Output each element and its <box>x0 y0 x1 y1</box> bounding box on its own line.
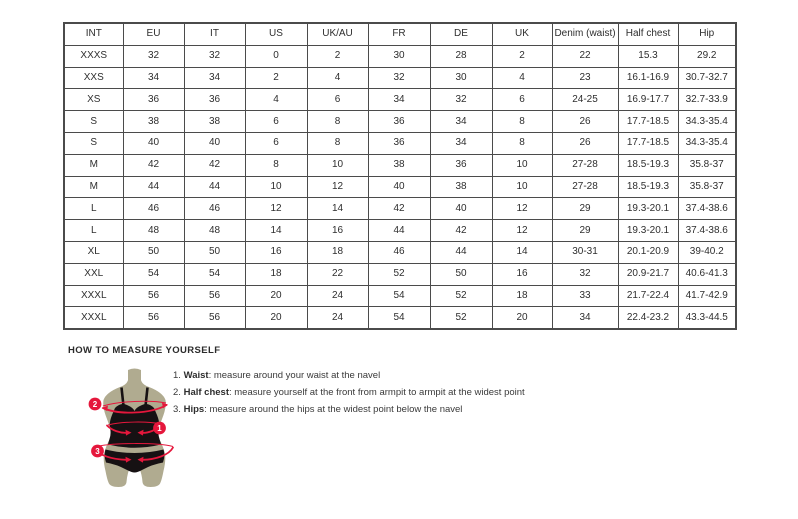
size-cell: L <box>64 220 123 242</box>
size-cell: 17.7-18.5 <box>618 132 678 154</box>
size-cell: 22 <box>552 45 618 67</box>
size-cell: 34 <box>368 89 430 111</box>
size-cell: 24 <box>307 285 368 307</box>
measurement-figure <box>82 368 187 490</box>
hips-badge-number: 3 <box>95 447 100 456</box>
size-cell: 18 <box>245 263 307 285</box>
size-cell: 8 <box>245 154 307 176</box>
size-cell: 38 <box>368 154 430 176</box>
chest-badge-number: 2 <box>92 400 98 409</box>
size-cell: 20.1-20.9 <box>618 241 678 263</box>
size-cell: 16.9-17.7 <box>618 89 678 111</box>
size-cell: 32 <box>123 45 184 67</box>
step-number: 2. <box>173 387 181 398</box>
size-cell: 32.7-33.9 <box>678 89 736 111</box>
table-row <box>64 198 736 220</box>
size-cell: 8 <box>307 132 368 154</box>
size-cell: 48 <box>184 220 245 242</box>
size-cell: 18.5-19.3 <box>618 176 678 198</box>
size-cell: 14 <box>492 241 552 263</box>
waist-badge-number: 1 <box>157 424 162 433</box>
table-row <box>64 89 736 111</box>
size-cell: 29 <box>552 220 618 242</box>
column-header: UK/AU <box>307 23 368 45</box>
size-cell: 39-40.2 <box>678 241 736 263</box>
size-cell: 28 <box>430 45 492 67</box>
size-cell: 56 <box>123 285 184 307</box>
size-cell: 56 <box>184 307 245 329</box>
size-cell: 33 <box>552 285 618 307</box>
table-row <box>64 241 736 263</box>
measure-steps <box>173 367 525 418</box>
size-cell: 44 <box>184 176 245 198</box>
table-row <box>64 263 736 285</box>
size-cell: 16 <box>492 263 552 285</box>
size-cell: 34 <box>430 111 492 133</box>
size-cell: 4 <box>307 67 368 89</box>
size-cell: 24-25 <box>552 89 618 111</box>
table-row <box>64 307 736 329</box>
size-cell: 44 <box>430 241 492 263</box>
size-cell: 43.3-44.5 <box>678 307 736 329</box>
size-cell: 10 <box>245 176 307 198</box>
size-cell: 10 <box>492 154 552 176</box>
size-cell: 2 <box>245 67 307 89</box>
step-number: 3. <box>173 404 181 415</box>
size-cell: 32 <box>184 45 245 67</box>
header-row <box>64 23 736 45</box>
size-cell: 12 <box>492 198 552 220</box>
size-chart-body <box>64 45 736 329</box>
step-label: Waist <box>183 370 209 381</box>
table-row <box>64 132 736 154</box>
size-cell: S <box>64 132 123 154</box>
size-cell: 23 <box>552 67 618 89</box>
size-cell: 30-31 <box>552 241 618 263</box>
measure-section-title: HOW TO MEASURE YOURSELF <box>68 345 221 356</box>
table-row <box>64 45 736 67</box>
table-row <box>64 67 736 89</box>
size-cell: XXXL <box>64 307 123 329</box>
size-cell: 32 <box>552 263 618 285</box>
size-cell: 30.7-32.7 <box>678 67 736 89</box>
size-cell: 37.4-38.6 <box>678 220 736 242</box>
size-cell: 34.3-35.4 <box>678 132 736 154</box>
size-cell: 2 <box>492 45 552 67</box>
size-cell: 42 <box>123 154 184 176</box>
size-cell: 46 <box>368 241 430 263</box>
size-cell: 34 <box>184 67 245 89</box>
size-cell: 10 <box>492 176 552 198</box>
size-cell: 38 <box>430 176 492 198</box>
size-cell: 22.4-23.2 <box>618 307 678 329</box>
size-cell: 52 <box>368 263 430 285</box>
size-cell: 54 <box>123 263 184 285</box>
step-label: Hips <box>183 404 205 415</box>
size-cell: 4 <box>245 89 307 111</box>
column-header: Hip <box>678 23 736 45</box>
size-cell: 34 <box>552 307 618 329</box>
size-cell: 48 <box>123 220 184 242</box>
size-cell: 20 <box>492 307 552 329</box>
size-cell: 38 <box>123 111 184 133</box>
size-cell: XXS <box>64 67 123 89</box>
step-number: 1. <box>173 370 181 381</box>
size-cell: 46 <box>184 198 245 220</box>
column-header: US <box>245 23 307 45</box>
size-cell: 54 <box>368 285 430 307</box>
size-cell: 18.5-19.3 <box>618 154 678 176</box>
size-cell: 50 <box>430 263 492 285</box>
measure-step-waist <box>173 367 525 384</box>
size-cell: 4 <box>492 67 552 89</box>
size-cell: 20.9-21.7 <box>618 263 678 285</box>
size-cell: XXXS <box>64 45 123 67</box>
size-cell: 16 <box>245 241 307 263</box>
size-cell: 32 <box>368 67 430 89</box>
size-cell: XXL <box>64 263 123 285</box>
size-cell: 36 <box>368 132 430 154</box>
size-cell: 17.7-18.5 <box>618 111 678 133</box>
size-cell: 40 <box>430 198 492 220</box>
table-row <box>64 111 736 133</box>
size-cell: M <box>64 176 123 198</box>
size-cell: 42 <box>184 154 245 176</box>
size-cell: 32 <box>430 89 492 111</box>
size-cell: 29.2 <box>678 45 736 67</box>
size-cell: 40 <box>184 132 245 154</box>
size-cell: 16 <box>307 220 368 242</box>
size-cell: 14 <box>245 220 307 242</box>
measure-step-half-chest <box>173 384 525 401</box>
size-cell: 8 <box>307 111 368 133</box>
size-cell: 22 <box>307 263 368 285</box>
size-cell: 24 <box>307 307 368 329</box>
size-cell: 44 <box>368 220 430 242</box>
column-header: Denim (waist) <box>552 23 618 45</box>
size-cell: XL <box>64 241 123 263</box>
size-cell: 52 <box>430 285 492 307</box>
size-cell: 36 <box>430 154 492 176</box>
column-header: EU <box>123 23 184 45</box>
size-cell: 40 <box>123 132 184 154</box>
size-chart-table <box>63 22 737 330</box>
size-cell: 38 <box>184 111 245 133</box>
size-cell: 20 <box>245 307 307 329</box>
size-cell: 27-28 <box>552 176 618 198</box>
size-cell: 26 <box>552 132 618 154</box>
size-cell: 8 <box>492 132 552 154</box>
size-cell: 30 <box>368 45 430 67</box>
size-cell: 44 <box>123 176 184 198</box>
size-cell: 50 <box>123 241 184 263</box>
size-cell: 41.7-42.9 <box>678 285 736 307</box>
size-cell: XS <box>64 89 123 111</box>
size-cell: 12 <box>492 220 552 242</box>
size-cell: 2 <box>307 45 368 67</box>
size-cell: 12 <box>307 176 368 198</box>
table-row <box>64 176 736 198</box>
column-header: Half chest <box>618 23 678 45</box>
size-cell: 18 <box>307 241 368 263</box>
size-cell: 6 <box>245 111 307 133</box>
size-cell: 54 <box>368 307 430 329</box>
column-header: DE <box>430 23 492 45</box>
table-row <box>64 154 736 176</box>
size-cell: 56 <box>123 307 184 329</box>
size-cell: 35.8-37 <box>678 176 736 198</box>
column-header: INT <box>64 23 123 45</box>
size-cell: 16.1-16.9 <box>618 67 678 89</box>
size-cell: 29 <box>552 198 618 220</box>
size-cell: 36 <box>368 111 430 133</box>
size-cell: 42 <box>368 198 430 220</box>
size-cell: XXXL <box>64 285 123 307</box>
size-cell: 27-28 <box>552 154 618 176</box>
size-cell: 21.7-22.4 <box>618 285 678 307</box>
size-cell: 36 <box>184 89 245 111</box>
table-row <box>64 220 736 242</box>
step-text: : measure around the hips at the widest point below the navel <box>204 404 463 415</box>
size-cell: S <box>64 111 123 133</box>
column-header: IT <box>184 23 245 45</box>
size-cell: 18 <box>492 285 552 307</box>
table-row <box>64 285 736 307</box>
measure-step-hips <box>173 401 525 418</box>
size-cell: 12 <box>245 198 307 220</box>
size-cell: 40.6-41.3 <box>678 263 736 285</box>
size-cell: M <box>64 154 123 176</box>
size-cell: 20 <box>245 285 307 307</box>
size-cell: 56 <box>184 285 245 307</box>
size-cell: 6 <box>245 132 307 154</box>
size-cell: 52 <box>430 307 492 329</box>
size-cell: 0 <box>245 45 307 67</box>
size-cell: 30 <box>430 67 492 89</box>
step-text: : measure yourself at the front from armpit to armpit at the widest point <box>228 387 525 398</box>
size-cell: 26 <box>552 111 618 133</box>
size-cell: 34 <box>123 67 184 89</box>
size-cell: 42 <box>430 220 492 242</box>
size-cell: 35.8-37 <box>678 154 736 176</box>
step-text: : measure around your waist at the navel <box>208 370 381 381</box>
size-cell: 54 <box>184 263 245 285</box>
size-cell: 36 <box>123 89 184 111</box>
size-cell: 37.4-38.6 <box>678 198 736 220</box>
size-cell: 10 <box>307 154 368 176</box>
size-cell: 14 <box>307 198 368 220</box>
column-header: UK <box>492 23 552 45</box>
size-cell: 19.3-20.1 <box>618 220 678 242</box>
mannequin-illustration <box>82 368 187 490</box>
step-label: Half chest <box>183 387 229 398</box>
size-cell: L <box>64 198 123 220</box>
size-cell: 19.3-20.1 <box>618 198 678 220</box>
size-cell: 6 <box>307 89 368 111</box>
size-cell: 46 <box>123 198 184 220</box>
size-cell: 34.3-35.4 <box>678 111 736 133</box>
size-cell: 50 <box>184 241 245 263</box>
column-header: FR <box>368 23 430 45</box>
size-cell: 34 <box>430 132 492 154</box>
size-cell: 6 <box>492 89 552 111</box>
size-cell: 40 <box>368 176 430 198</box>
size-cell: 15.3 <box>618 45 678 67</box>
size-cell: 8 <box>492 111 552 133</box>
size-chart-header <box>64 23 736 45</box>
